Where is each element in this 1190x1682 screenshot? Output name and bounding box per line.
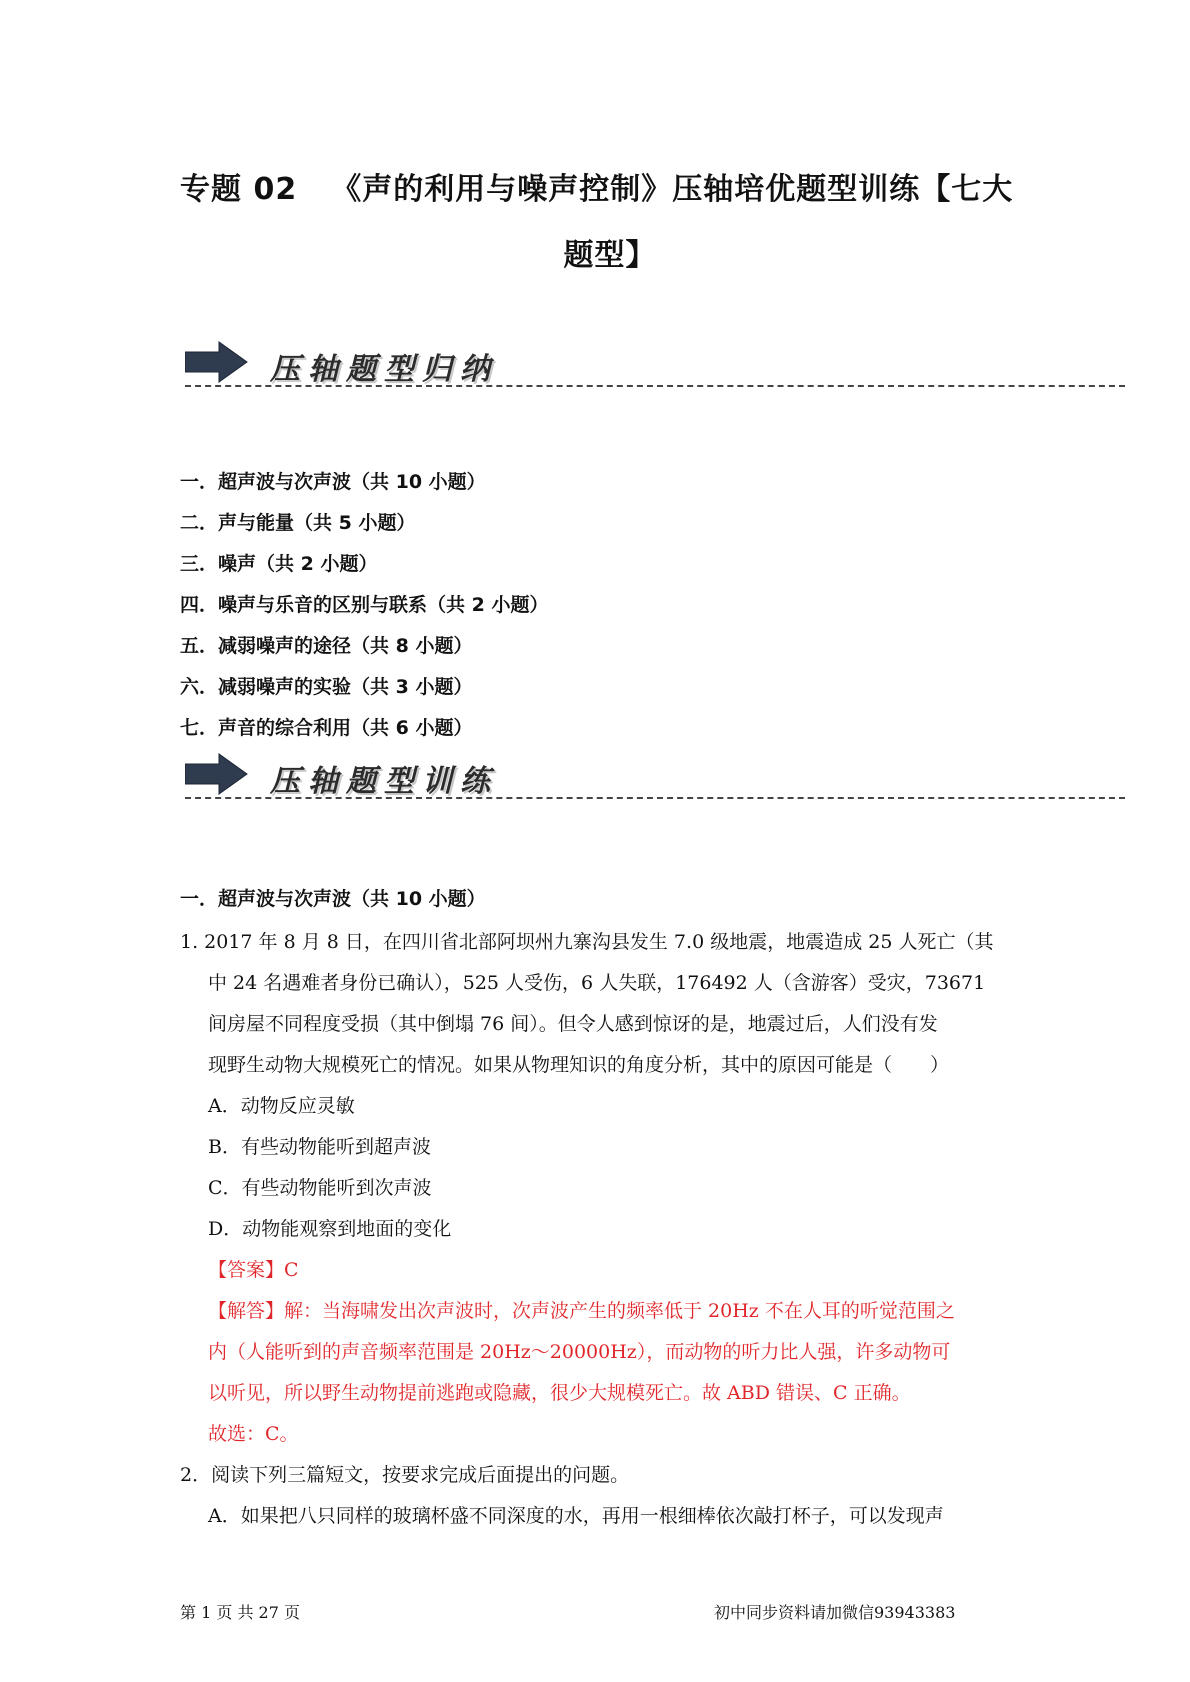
topic-item: 一．超声波与次声波（共 10 小题） bbox=[180, 471, 486, 493]
page-number: 第 1 页 共 27 页 bbox=[180, 1603, 300, 1622]
question-content bbox=[180, 922, 1020, 1537]
footer-note: 初中同步资料请加微信93943383 bbox=[714, 1603, 956, 1622]
question-2-stem: 2．阅读下列三篇短文，按要求完成后面提出的问题。 bbox=[180, 1464, 630, 1486]
document-title bbox=[180, 160, 1020, 286]
topic-item: 二．声与能量（共 5 小题） bbox=[180, 512, 416, 534]
topic-item: 七．声音的综合利用（共 6 小题） bbox=[180, 717, 473, 739]
analysis-line: 以听见，所以野生动物提前逃跑或隐藏，很少大规模死亡。故 ABD 错误、C 正确。 bbox=[208, 1382, 911, 1404]
section-banner-training bbox=[185, 752, 1125, 802]
arrow-right-icon bbox=[185, 340, 249, 384]
title-line-2: 题型】 bbox=[563, 238, 657, 273]
option-c: C．有些动物能听到次声波 bbox=[208, 1177, 432, 1199]
title-number: 专题 02 bbox=[180, 172, 298, 207]
title-text-1: 《声的利用与噪声控制》压轴培优题型训练【七大 bbox=[331, 172, 1014, 207]
section-heading: 一．超声波与次声波（共 10 小题） bbox=[180, 888, 486, 910]
banner-title: 压轴题型归纳 bbox=[270, 352, 498, 387]
topic-list bbox=[180, 462, 548, 749]
answer: 【答案】C bbox=[208, 1259, 299, 1281]
analysis-line: 故选：C。 bbox=[208, 1423, 299, 1445]
dashed-divider bbox=[185, 797, 1125, 799]
question-1-line: 现野生动物大规模死亡的情况。如果从物理知识的角度分析，其中的原因可能是（ ） bbox=[208, 1054, 950, 1076]
topic-item: 五．减弱噪声的途径（共 8 小题） bbox=[180, 635, 473, 657]
dashed-divider bbox=[185, 385, 1125, 387]
banner-title: 压轴题型训练 bbox=[270, 764, 498, 799]
analysis-line: 内（人能听到的声音频率范围是 20Hz～20000Hz），而动物的听力比人强，许多动物可 bbox=[208, 1341, 951, 1363]
topic-item: 四．噪声与乐音的区别与联系（共 2 小题） bbox=[180, 594, 549, 616]
question-1-line: 1. 2017 年 8 月 8 日，在四川省北部阿坝州九寨沟县发生 7.0 级地震，地震造成 25 人死亡（其 bbox=[180, 931, 994, 953]
question-1-line: 中 24 名遇难者身份已确认），525 人受伤，6 人失联，176492 人（含游客）受灾，73671 bbox=[208, 972, 986, 994]
question-1-line: 间房屋不同程度受损（其中倒塌 76 间）。但令人感到惊讶的是，地震过后，人们没有发 bbox=[208, 1013, 938, 1035]
option-b: B．有些动物能听到超声波 bbox=[208, 1136, 431, 1158]
analysis-line: 【解答】解：当海啸发出次声波时，次声波产生的频率低于 20Hz 不在人耳的听觉范围之 bbox=[208, 1300, 955, 1322]
option-d: D．动物能观察到地面的变化 bbox=[208, 1218, 452, 1240]
title-line-1 bbox=[180, 160, 1020, 220]
arrow-right-icon bbox=[185, 752, 249, 796]
topic-item: 三．噪声（共 2 小题） bbox=[180, 553, 378, 575]
section-banner-summary bbox=[185, 340, 1125, 390]
option-a: A．动物反应灵敏 bbox=[208, 1095, 355, 1117]
question-2-part-a: A．如果把八只同样的玻璃杯盛不同深度的水，再用一根细棒依次敲打杯子，可以发现声 bbox=[208, 1505, 944, 1527]
topic-item: 六．减弱噪声的实验（共 3 小题） bbox=[180, 676, 473, 698]
